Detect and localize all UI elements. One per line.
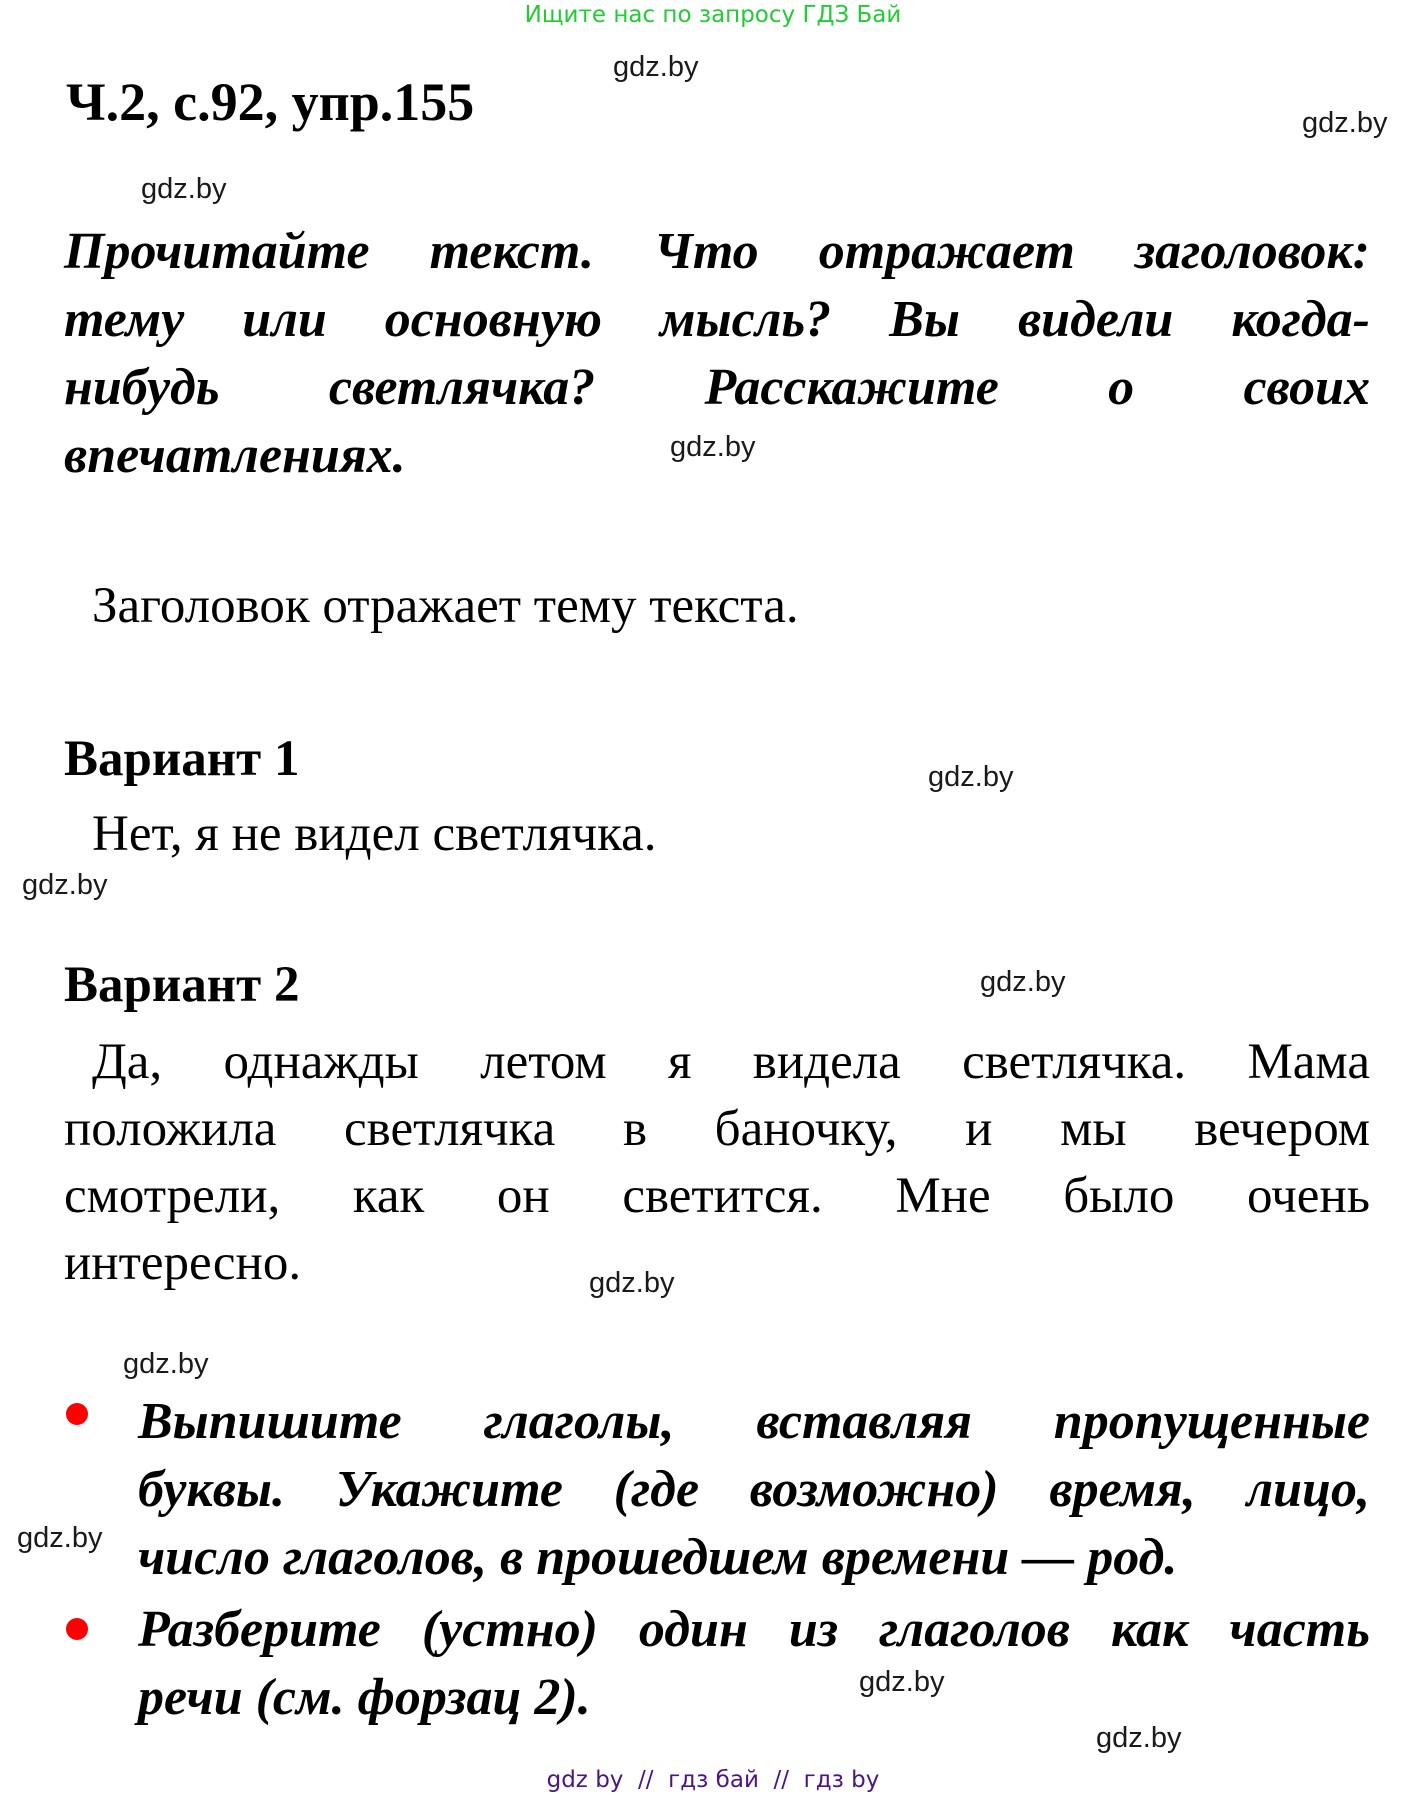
- watermark: gdz.by: [589, 1267, 675, 1299]
- search-hint-banner: Ищите нас по запросу ГДЗ Бай: [524, 2, 902, 28]
- variant-2-text: [64, 1029, 1370, 1297]
- watermark: gdz.by: [670, 431, 756, 463]
- task-line: Прочитайте текст. Что отражает заголовок:: [64, 223, 1370, 280]
- watermark: gdz.by: [123, 1348, 209, 1380]
- watermark: gdz.by: [1096, 1722, 1182, 1754]
- watermark: gdz.by: [17, 1522, 103, 1554]
- watermark: gdz.by: [141, 173, 227, 205]
- watermark: gdz.by: [613, 51, 699, 83]
- watermark: gdz.by: [22, 869, 108, 901]
- watermark: gdz.by: [928, 761, 1014, 793]
- bullet-icon: [66, 1403, 88, 1425]
- watermark: gdz.by: [980, 966, 1066, 998]
- task-line: впечатлениях.: [64, 427, 406, 484]
- variant-1-heading: Вариант 1: [64, 731, 300, 787]
- watermark: gdz.by: [1302, 107, 1388, 139]
- variant-2-line: положила светлячка в баночку, и мы вечером: [64, 1101, 1370, 1157]
- task-bullet-1: [138, 1388, 1370, 1592]
- watermark: gdz.by: [859, 1666, 945, 1698]
- bullet-icon: [66, 1618, 88, 1640]
- exercise-title: Ч.2, с.92, упр.155: [66, 72, 475, 132]
- bullet-line: Разберите (устно) один из глаголов как часть: [138, 1601, 1370, 1658]
- variant-2-line: смотрели, как он светится. Мне было очень: [64, 1168, 1370, 1224]
- bullet-line: буквы. Укажите (где возможно) время, лицо,: [138, 1461, 1370, 1518]
- variant-2-line: Да, однажды летом я видела светлячка. Мама: [92, 1034, 1370, 1090]
- variant-2-line: интересно.: [64, 1235, 302, 1291]
- task-bullet-2: [138, 1596, 1370, 1732]
- task-line: нибудь светлячка? Расскажите о своих: [64, 359, 1370, 416]
- answer-text: Заголовок отражает тему текста.: [92, 578, 799, 634]
- bullet-line: Выпишите глаголы, вставляя пропущенные: [138, 1393, 1370, 1450]
- variant-1-text: Нет, я не видел светлячка.: [92, 806, 657, 862]
- bullet-line: речи (см. форзац 2).: [138, 1669, 591, 1726]
- footer-links: gdz by // гдз бай // гдз by: [546, 1767, 880, 1793]
- bullet-line: число глаголов, в прошедшем времени — род.: [138, 1529, 1178, 1586]
- task-line: тему или основную мысль? Вы видели когда-: [64, 291, 1370, 348]
- variant-2-heading: Вариант 2: [64, 957, 300, 1013]
